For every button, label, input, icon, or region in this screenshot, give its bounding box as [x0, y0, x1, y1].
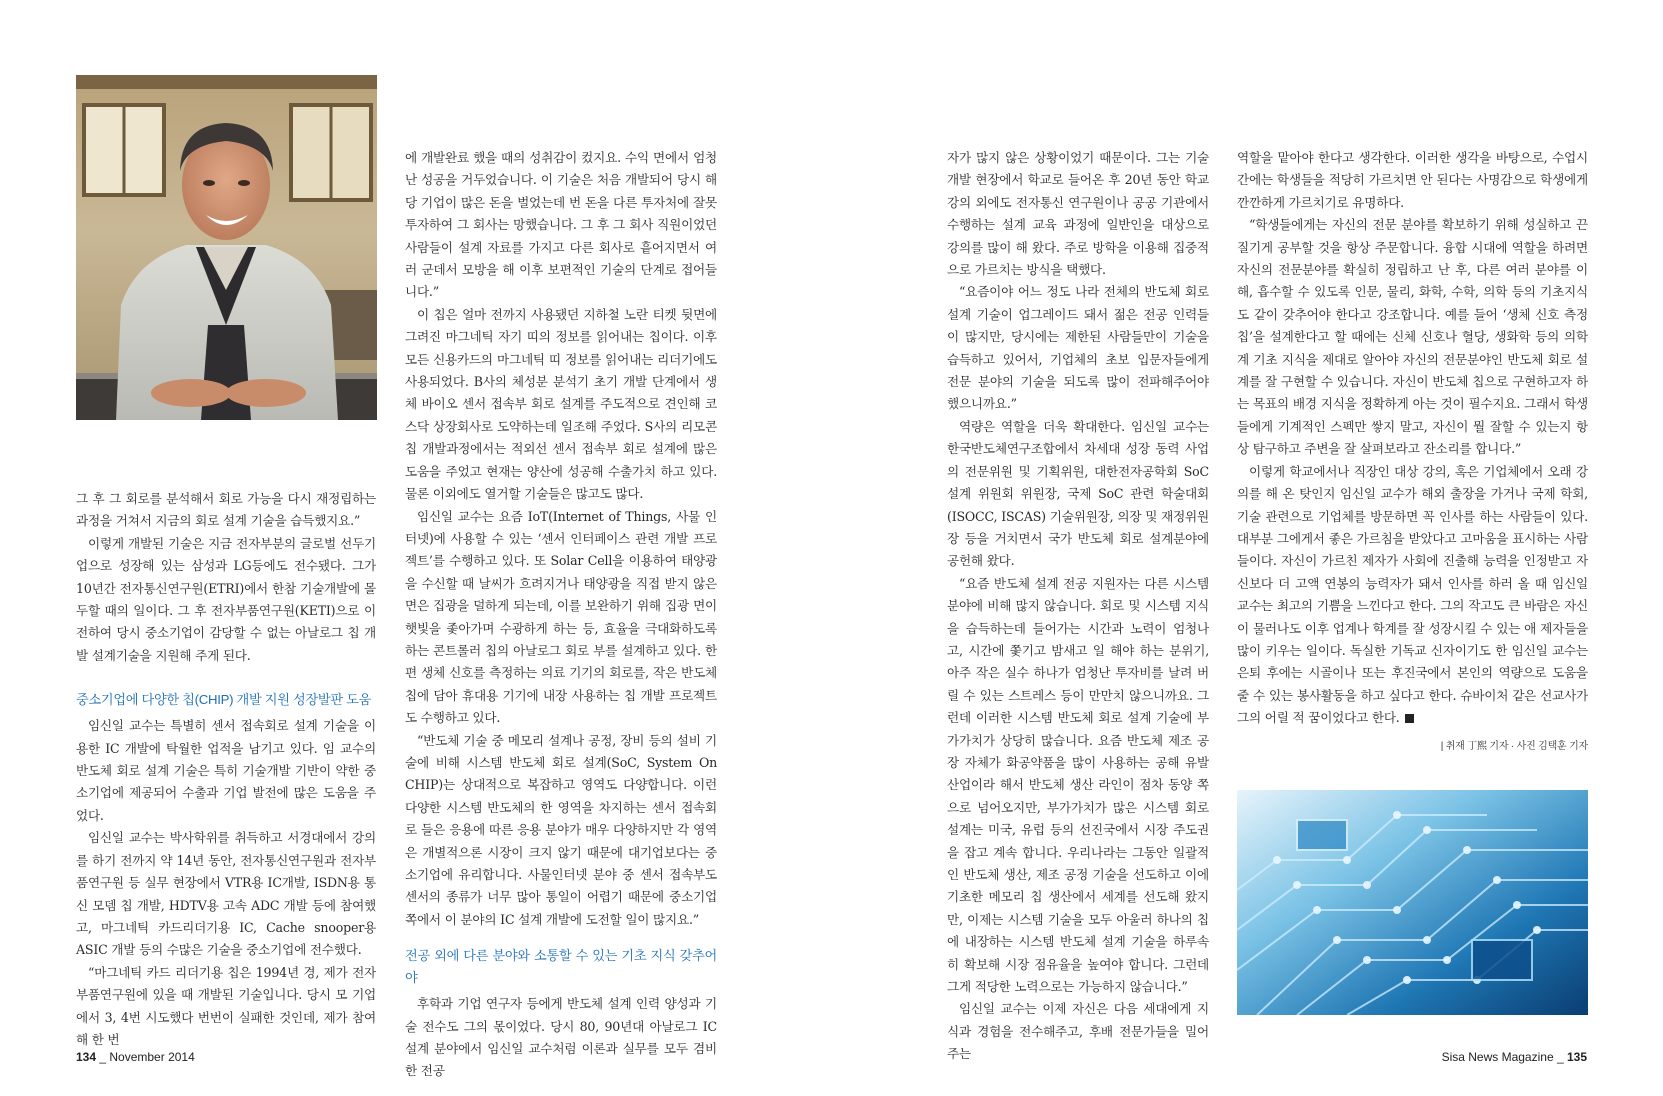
column-1 — [76, 488, 376, 1051]
paragraph: 그 후 그 회로를 분석해서 회로 가능을 다시 재정립하는 과정을 거쳐서 지금의 회로 설계 기술을 습득했지요.” — [76, 491, 376, 529]
page-number: 134 — [76, 1050, 97, 1064]
paragraph: “요즘 반도체 설계 전공 지원자는 다른 시스템 분야에 비해 많지 않습니다. 회로 및 시스템 지식을 습득하는데 들어가는 시간과 노력이 엄청나고, 시간에 쫓기고 밤새고 일 해야 하는 분위기, 아주 작은 실수 하나가 엄청난 투자비를 날려 버릴 수 있는 스트레스 등이 만만치 않으니까요. 그런데 이러한 시스템 반도체 회로 설계 기술에 부가가치가 상당히 많습니다. 요즘 반도체 제조 공장 자체가 화공약품을 많이 사용하는 공해 유발 산업이라 해서 반도체 생산 라인이 점차 동양 쪽으로 넘어오지만, 부가가치가 많은 시스템 회로 설계는 미국, 유럽 등의 선진국에서 시장 주도권을 잡고 계속 합니다. 우리나라는 그동안 일괄적인 반도체 생산, 제조 공정 기술을 선도하고 이에 기초한 메모리 칩 생산에서 세계를 선도해 왔지만, 이제는 시스템 기술을 모두 아울러 하나의 칩에 내장하는 시스템 반도체 설계 기술을 하루속히 확보해 시장 점유율을 높여야 합니다. 그런데 그게 적당한 노력으로는 가능하지 않습니다.” — [947, 575, 1209, 995]
circuit-illustration — [1237, 790, 1588, 1015]
paragraph: “반도체 기술 중 메모리 설계나 공정, 장비 등의 설비 기술에 비해 시스템 반도체 회로 설계(SoC, System On CHIP)는 상대적으로 복잡하고 영역도 다양합니다. 이런 다양한 시스템 반도체의 한 영역을 차지하는 센서 접속회로 들은 응용에 따른 응용 분야가 매우 다양하지만 각 영역은 개별적으론 시장이 크지 않기 때문에 대기업보다는 중소기업에 유리합니다. 사물인터넷 분야 중 센서 접속부도 센서의 종류가 너무 많아 통일이 어렵기 때문에 중소기업 쪽에서 이 분야의 IC 설계 개발에 도전할 일이 많지요.” — [405, 732, 717, 927]
end-mark-icon: S — [1405, 714, 1414, 723]
footer-right: Sisa News Magazine _ 135 — [1441, 1050, 1587, 1064]
paragraph: 이렇게 개발된 기술은 지금 전자부분의 글로벌 선두기업으로 성장해 있는 삼성과 LG등에도 전수됐다. 그가 10년간 전자통신연구원(ETRI)에서 한참 기술개발에 몰두할 때의 일이다. 그 후 전자부품연구원(KETI)으로 이전하여 당시 중소기업이 감당할 수 없는 아날로그 칩 개발 설계기술을 지원해 주게 된다. — [76, 535, 376, 663]
column-3 — [947, 147, 1209, 1066]
issue-date: November 2014 — [109, 1050, 195, 1064]
footer-left: 134 _ November 2014 — [76, 1050, 195, 1064]
page-number: 135 — [1566, 1050, 1587, 1064]
paragraph: “요즘이야 어느 정도 나라 전체의 반도체 회로 설계 기술이 업그레이드 돼서 젊은 전공 인력들이 많지만, 당시에는 제한된 사람들만이 기술을 습득하고 있어서, 기업체의 초보 입문자들에게 전문 분야의 기술을 되도록 많이 전파해주어야 했으니까요.” — [947, 284, 1209, 412]
portrait-photo — [76, 75, 377, 420]
paragraph: 역할을 맡아야 한다고 생각한다. 이러한 생각을 바탕으로, 수업시간에는 학생들을 적당히 가르치면 안 된다는 사명감으로 학생에게 깐깐하게 가르치기로 유명하다. — [1237, 150, 1588, 210]
paragraph — [1237, 461, 1588, 730]
magazine-name: Sisa News Magazine — [1441, 1050, 1554, 1064]
paragraph: “마그네틱 카드 리더기용 칩은 1994년 경, 제가 전자부품연구원에 있을 때 개발된 기술입니다. 당시 모 기업에서 3, 4번 시도했다 번번이 실패한 것인데, 제가 참여해 한 번 — [76, 964, 376, 1047]
section-heading: 중소기업에 다양한 칩(CHIP) 개발 지원 성장발판 도움 — [76, 692, 372, 708]
paragraph: 임신일 교수는 박사학위를 취득하고 서경대에서 강의를 하기 전까지 약 14년 동안, 전자통신연구원과 전자부품연구원 등 실무 현장에서 VTR용 IC개발, ISDN용 통신 모뎀 칩 개발, HDTV용 고속 ADC 개발 등에 참여했고, 마그네틱 카드리더기용 IC, Cache snooper용 ASIC 개발 등의 수많은 기술을 중소기업에 전수했다. — [76, 830, 376, 958]
portrait-illustration — [76, 75, 377, 420]
paragraph-text: 이렇게 학교에서나 직장인 대상 강의, 혹은 기업체에서 오래 강의를 해 온 탓인지 임신일 교수가 해외 출장을 가거나 국제 학회, 기술 관련으로 기업체를 방문하면 꼭 인사를 하는 사람들이 있다. 대부분 그에게서 좋은 가르침을 받았다고 고마움을 표시하는 사람들이다. 자신이 가르친 제자가 사회에 진출해 능력을 인정받고 자신보다 더 고액 연봉의 능력자가 돼서 인사를 하러 올 때 임신일 교수는 최고의 기쁨을 느낀다고 한다. 그의 작고도 큰 바람은 자신이 물러나도 이후 업계나 학계를 잘 성장시킬 수 있는 애 제자들을 많이 키우는 일이다. 독실한 기독교 신자이기도 한 임신일 교수는 은퇴 후에는 시골이나 또는 후진국에서 본인의 역량으로 도움을 줄 수 있는 봉사활동을 하고 싶다고 한다. 슈바이처 같은 선교사가 그의 어릴 적 꿈이었다고 한다. — [1237, 463, 1588, 726]
paragraph: 에 개발완료 했을 때의 성취감이 컸지요. 수익 면에서 엄청난 성공을 거두었습니다. 이 기술은 처음 개발되어 당시 해당 기업이 많은 돈을 벌었는데 번 돈을 다른 투자처에 잘못 투자하여 그 회사는 망했습니다. 그 후 그 회사 직원이었던 사람들이 설계 자료를 가지고 다른 회사로 흩어지면서 여러 군데서 모방을 해 이후 보편적인 기술의 단계로 접어들니다.” — [405, 150, 717, 300]
photo-credit: | 취재 丁熙 기자 · 사진 김택훈 기자 — [1440, 740, 1588, 752]
column-4 — [1237, 147, 1588, 758]
paragraph: 이 칩은 얼마 전까지 사용됐던 지하철 노란 티켓 뒷면에 그려진 마그네틱 자기 띠의 정보를 읽어내는 칩이다. 이후 모든 신용카드의 마그네틱 띠 정보를 읽어내는 리더기에도 사용되었다. B사의 체성분 분석기 초기 개발 단계에서 생체 바이오 센서 접속부 회로 설계를 주도적으로 견인해 코스닥 상장회사로 도약하는데 일조해 주었다. S사의 리모콘 칩 개발과정에서는 적외선 센서 접속부 회로 설계에 많은 도움을 주었고 현재는 양산에 성공해 수출가치 하고 있다. 물론 이외에도 열거할 기술들은 많고도 많다. — [405, 306, 717, 502]
paragraph: 후학과 기업 연구자 등에게 반도체 설계 인력 양성과 기술 전수도 그의 몫이었다. 당시 80, 90년대 아날로그 IC 설계 분야에서 임신일 교수처럼 이론과 실무를 모두 겸비한 전공 — [405, 996, 717, 1079]
paragraph: 임신일 교수는 이제 자신은 다음 세대에게 지식과 경험을 전수해주고, 후배 전문가들을 밀어주는 — [947, 1001, 1209, 1062]
column-2 — [405, 147, 717, 1083]
paragraph: “학생들에게는 자신의 전문 분야를 확보하기 위해 성실하고 끈질기게 공부할 것을 항상 주문합니다. 융합 시대에 역할을 하려면 자신의 전문분야를 확실히 정립하고 난 후, 다른 여러 분야를 이해, 흡수할 수 있도록 인문, 물리, 화학, 수학, 의학 등의 기초지식도 같이 갖추어야 한다고 강조합니다. 예를 들어 ‘생체 신호 측정 칩’을 설계한다고 할 때에는 신체 신호나 혈당, 생화학 등의 의학계 기초 지식을 제대로 알아야 자신의 전문분야인 반도체 회로 설계를 잘 구현할 수 있습니다. 자신이 반도체 칩으로 구현하고자 하는 목표의 배경 지식을 정확하게 아는 것이 필수지요. 그래서 학생들에게 기계적인 스펙만 쌓지 말고, 자신이 뭘 잘할 수 있는지 항상 탐구하고 주변을 잘 살펴보라고 잔소리를 합니다.” — [1237, 217, 1588, 457]
section-heading: 전공 외에 다른 분야와 소통할 수 있는 기초 지식 갖추어야 — [405, 948, 717, 986]
paragraph: 역량은 역할을 더욱 확대한다. 임신일 교수는 한국반도체연구조합에서 차세대 성장 동력 사업의 전문위원 및 기획위원, 대한전자공학회 SoC 설계 위원회 위원장, 국제 SoC 관련 학술대회(ISOCC, ISCAS) 기술위원장, 의장 및 재정위원장 등을 거치면서 국가 반도체 회로 설계분야에 공헌해 왔다. — [947, 418, 1209, 569]
paragraph: 임신일 교수는 요즘 IoT(Internet of Things, 사물 인터넷)에 사용할 수 있는 ‘센서 인터페이스 관련 개발 프로젝트’를 수행하고 있다. 또 Solar Cell을 이용하여 태양광을 수신할 때 날씨가 흐려지거나 태양광을 직접 받지 않은 면은 집광을 덜하게 되는데, 이를 보완하기 위해 집광 면이 햇빛을 좇아가며 수광하게 하는 등, 효율을 극대화하도록 하는 콘트롤러 칩의 아날로그 회로 부를 설계하고 있다. 한편 생체 신호를 측정하는 의료 기기의 회로를, 작은 반도체 칩에 담아 휴대용 기기에 내장 사용하는 칩 개발 프로젝트도 수행하고 있다. — [405, 508, 717, 726]
circuit-board-image — [1237, 790, 1588, 1015]
paragraph: 임신일 교수는 특별히 센서 접속회로 설계 기술을 이용한 IC 개발에 탁월한 업적을 남기고 있다. 임 교수의 반도체 회로 설계 기술은 특히 기술개발 기반이 약한 중소기업에 제공되어 수출과 기업 발전에 많은 도움을 주었다. — [76, 718, 376, 823]
paragraph: 자가 많지 않은 상황이었기 때문이다. 그는 기술개발 현장에서 학교로 들어온 후 20년 동안 학교 강의 외에도 전자통신 연구원이나 공공 기관에서 수행하는 설계 교육 과정에 일반인을 대상으로 강의를 많이 해 왔다. 주로 방학을 이용해 집중적으로 가르치는 방식을 택했다. — [947, 150, 1209, 278]
